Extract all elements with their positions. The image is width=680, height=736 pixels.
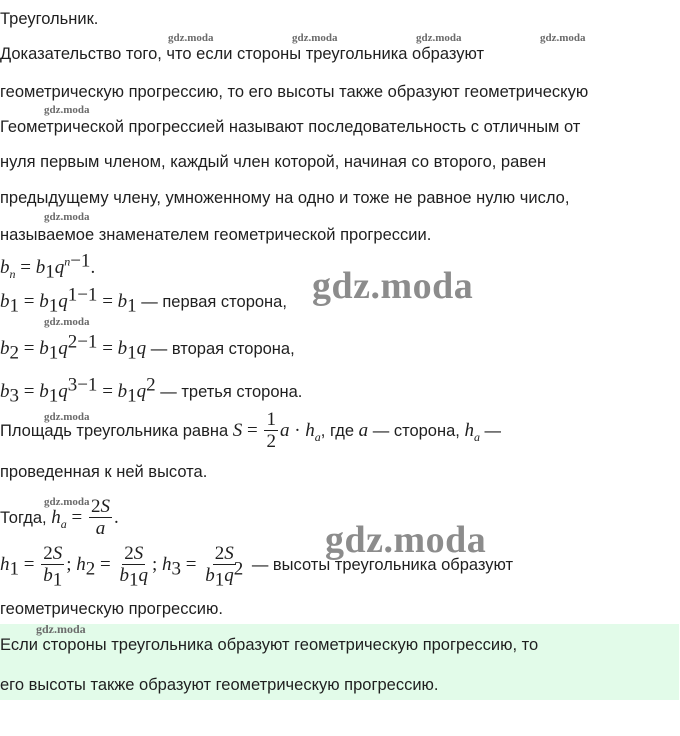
first-side-label: — первая сторона, <box>141 293 287 311</box>
watermark-small: gdz.moda <box>44 211 90 223</box>
definition-line: нуля первым членом, каждый член которой, начиная со второго, равен <box>0 153 547 171</box>
formula-general-term: $b_n = b_1q^{n-1}$. <box>0 250 96 283</box>
definition-line: Геометрической прогрессией называют последовательность с отличным от <box>0 118 581 136</box>
area-where: , где <box>320 422 355 440</box>
watermark-large: gdz.moda <box>325 519 487 561</box>
intro-line: Доказательство того, что если стороны треугольника образуют <box>0 45 485 63</box>
area-prefix: Площадь треугольника равна <box>0 422 229 440</box>
area-side-word: — сторона, <box>372 422 460 440</box>
watermark-small: gdz.moda <box>292 32 338 44</box>
watermark-small: gdz.moda <box>44 104 90 116</box>
then-word: Тогда, <box>0 509 47 527</box>
watermark-small: gdz.moda <box>416 32 462 44</box>
second-side-label: — вторая сторона, <box>150 340 295 358</box>
formula-third-side: $b_3 = b_1q^{3-1} = b_1q^2$ — третья сторона. <box>0 374 303 407</box>
watermark-small: gdz.moda <box>36 622 86 636</box>
conclusion-line: Если стороны треугольника образуют геометрическую прогрессию, то <box>0 636 539 654</box>
watermark-large: gdz.moda <box>312 265 474 307</box>
watermark-small: gdz.moda <box>540 32 586 44</box>
definition-line: предыдущему члену, умноженному на одно и тоже не равное нулю число, <box>0 189 570 207</box>
intro-line: геометрическую прогрессию, то его высоты также образуют геометрическую <box>0 83 589 101</box>
area-height-word: — <box>484 422 502 440</box>
area-line2: проведенная к ней высота. <box>0 463 208 481</box>
third-side-label: — третья сторона. <box>160 383 303 401</box>
heights-label: — высоты треугольника образуют <box>251 556 514 574</box>
area-formula: Площадь треугольника равна S = $\frac{1}{2}$ $a \cdot h_a$, где a — сторона, $h_a$ — <box>0 409 502 453</box>
title: Треугольник. <box>0 10 99 28</box>
heights-formula: $h_1$ = $\frac{2S}{b_1}$ ; $h_2$ = $\frac{2S}{b_1q}$ ; $h_3$ = $\frac{2S}{b_1q^2}$ — высоты треугольника образуют <box>0 543 514 591</box>
watermark-small: gdz.moda <box>168 32 214 44</box>
height-formula: Тогда, $h_a$ = $\frac{2S}{a}$ . <box>0 496 119 540</box>
watermark-small: gdz.moda <box>44 496 90 508</box>
conclusion-box <box>0 624 679 700</box>
conclusion-line: его высоты также образуют геометрическую прогрессию. <box>0 676 439 694</box>
heights-line2: геометрическую прогрессию. <box>0 600 223 618</box>
definition-line: называемое знаменателем геометрической прогрессии. <box>0 226 432 244</box>
watermark-small: gdz.moda <box>44 316 90 328</box>
formula-first-side: $b_1 = b_1q^{1-1} = b_1$ — первая сторона, <box>0 284 287 317</box>
watermark-small: gdz.moda <box>44 411 90 423</box>
formula-second-side: $b_2 = b_1q^{2-1} = b_1q$ — вторая сторона, <box>0 331 295 364</box>
